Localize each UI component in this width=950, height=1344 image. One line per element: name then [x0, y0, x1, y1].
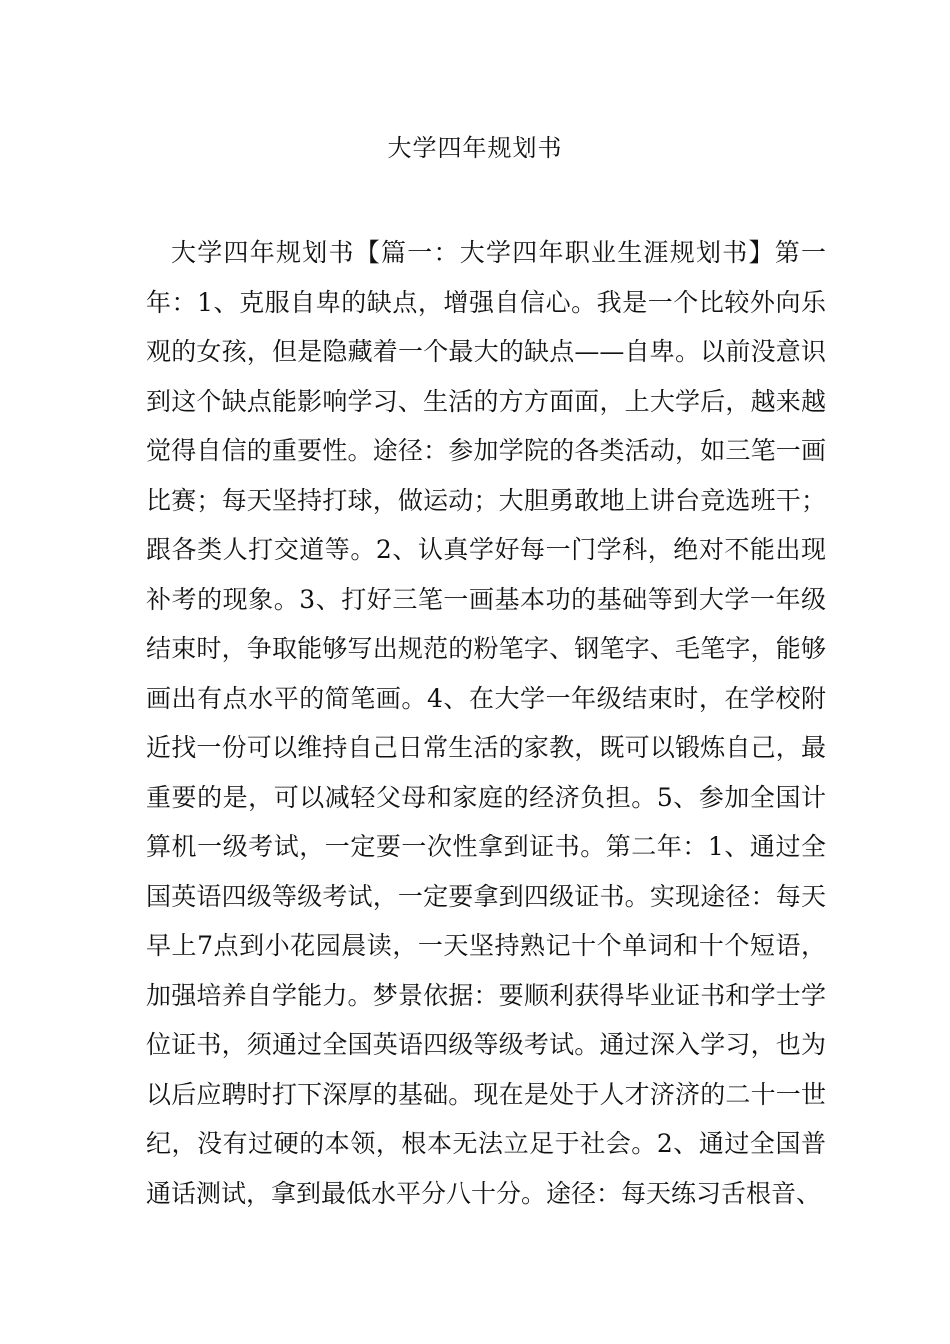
document-body-paragraph: 大学四年规划书【篇一：大学四年职业生涯规划书】第一年：1、克服自卑的缺点，增强自信心。我是一个比较外向乐观的女孩，但是隐藏着一个最大的缺点——自卑。以前没意识到这个缺点能影响学习、生活的方方面面，上大学后，越来越觉得自信的重要性。途径：参加学院的各类活动，如三笔一画比赛；每天坚持打球，做运动；大胆勇敢地上讲台竞选班干；跟各类人打交道等。2、认真学好每一门学科，绝对不能出现补考的现象。3、打好三笔一画基本功的基础等到大学一年级结束时，争取能够写出规范的粉笔字、钢笔字、毛笔字，能够画出有点水平的简笔画。4、在大学一年级结束时，在学校附近找一份可以维持自己日常生活的家教，既可以锻炼自己，最重要的是，可以减轻父母和家庭的经济负担。5、参加全国计算机一级考试，一定要一次性拿到证书。第二年：1、通过全国英语四级等级考试，一定要拿到四级证书。实现途径：每天早上7点到小花园晨读，一天坚持熟记十个单词和十个短语，加强培养自学能力。梦景依据：要顺利获得毕业证书和学士学位证书，须通过全国英语四级等级考试。通过深入学习，也为以后应聘时打下深厚的基础。现在是处于人才济济的二十一世纪，没有过硬的本领，根本无法立足于社会。2、通过全国普通话测试，拿到最低水平分八十分。途径：每天练习舌根音、 [146, 238, 826, 1208]
document-title: 大学四年规划书 [387, 134, 563, 162]
